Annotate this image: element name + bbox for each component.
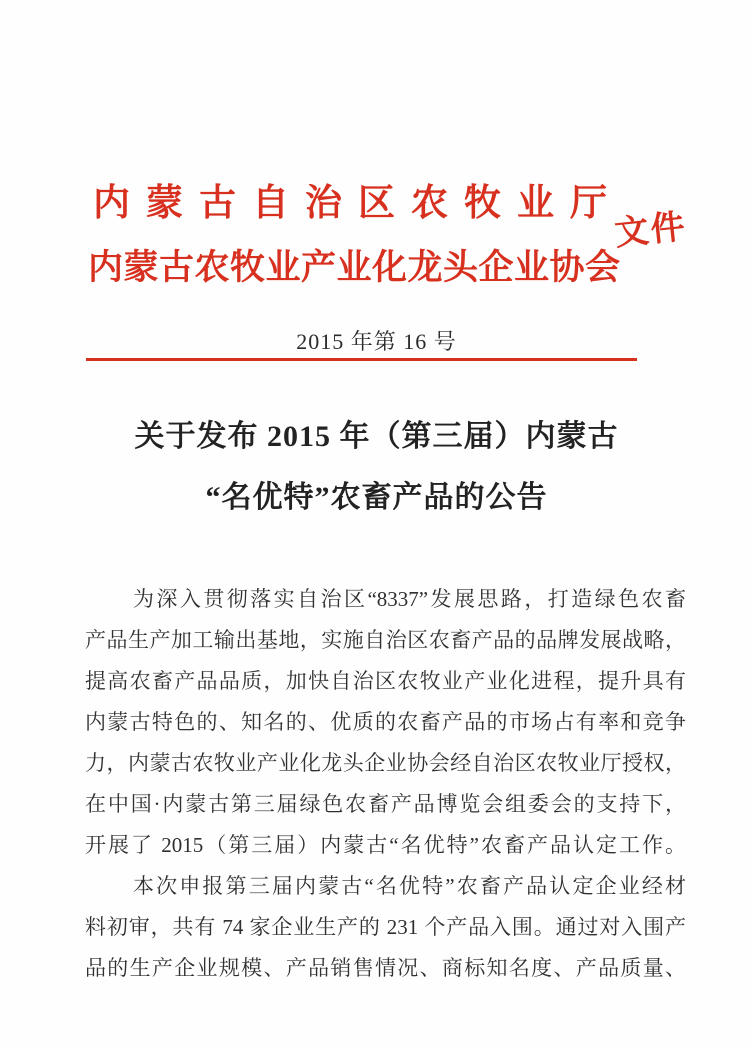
red-divider-rule — [86, 358, 637, 361]
letterhead-org-name-1: 内蒙古自治区农牧业厅 — [93, 183, 623, 224]
document-title-line-2: “名优特”农畜产品的公告 — [205, 481, 548, 514]
document-body — [85, 579, 686, 989]
body-line: 力，内蒙古农牧业产业化龙头企业协会经自治区农牧业厅授权， — [85, 751, 686, 775]
body-line: 产品生产加工输出基地，实施自治区农畜产品的品牌发展战略， — [85, 628, 686, 652]
body-line: 提高农畜产品品质，加快自治区农牧业产业化进程，提升具有 — [85, 669, 686, 693]
body-line: 内蒙古特色的、知名的、优质的农畜产品的市场占有率和竞争 — [85, 710, 686, 734]
document-title-line-1: 关于发布 2015 年（第三届）内蒙古 — [134, 420, 619, 453]
body-line: 开展了 2015（第三届）内蒙古“名优特”农畜产品认定工作。 — [85, 833, 686, 857]
document-number: 2015 年第 16 号 — [296, 329, 457, 354]
body-line: 料初审，共有 74 家企业生产的 231 个产品入围。通过对入围产 — [85, 915, 686, 939]
body-line: 本次申报第三届内蒙古“名优特”农畜产品认定企业经材 — [133, 874, 686, 898]
body-line: 为深入贯彻落实自治区“8337”发展思路，打造绿色农畜 — [133, 587, 686, 611]
paragraph-1 — [85, 579, 686, 866]
body-line: 品的生产企业规模、产品销售情况、商标知名度、产品质量、 — [85, 956, 686, 980]
letterhead-org-name-2: 内蒙古农牧业产业化龙头企业协会 — [88, 248, 621, 287]
paragraph-2 — [85, 866, 686, 989]
letterhead-doc-type-suffix: 文件 — [613, 208, 689, 253]
body-line: 在中国·内蒙古第三届绿色农畜产品博览会组委会的支持下， — [85, 792, 686, 816]
